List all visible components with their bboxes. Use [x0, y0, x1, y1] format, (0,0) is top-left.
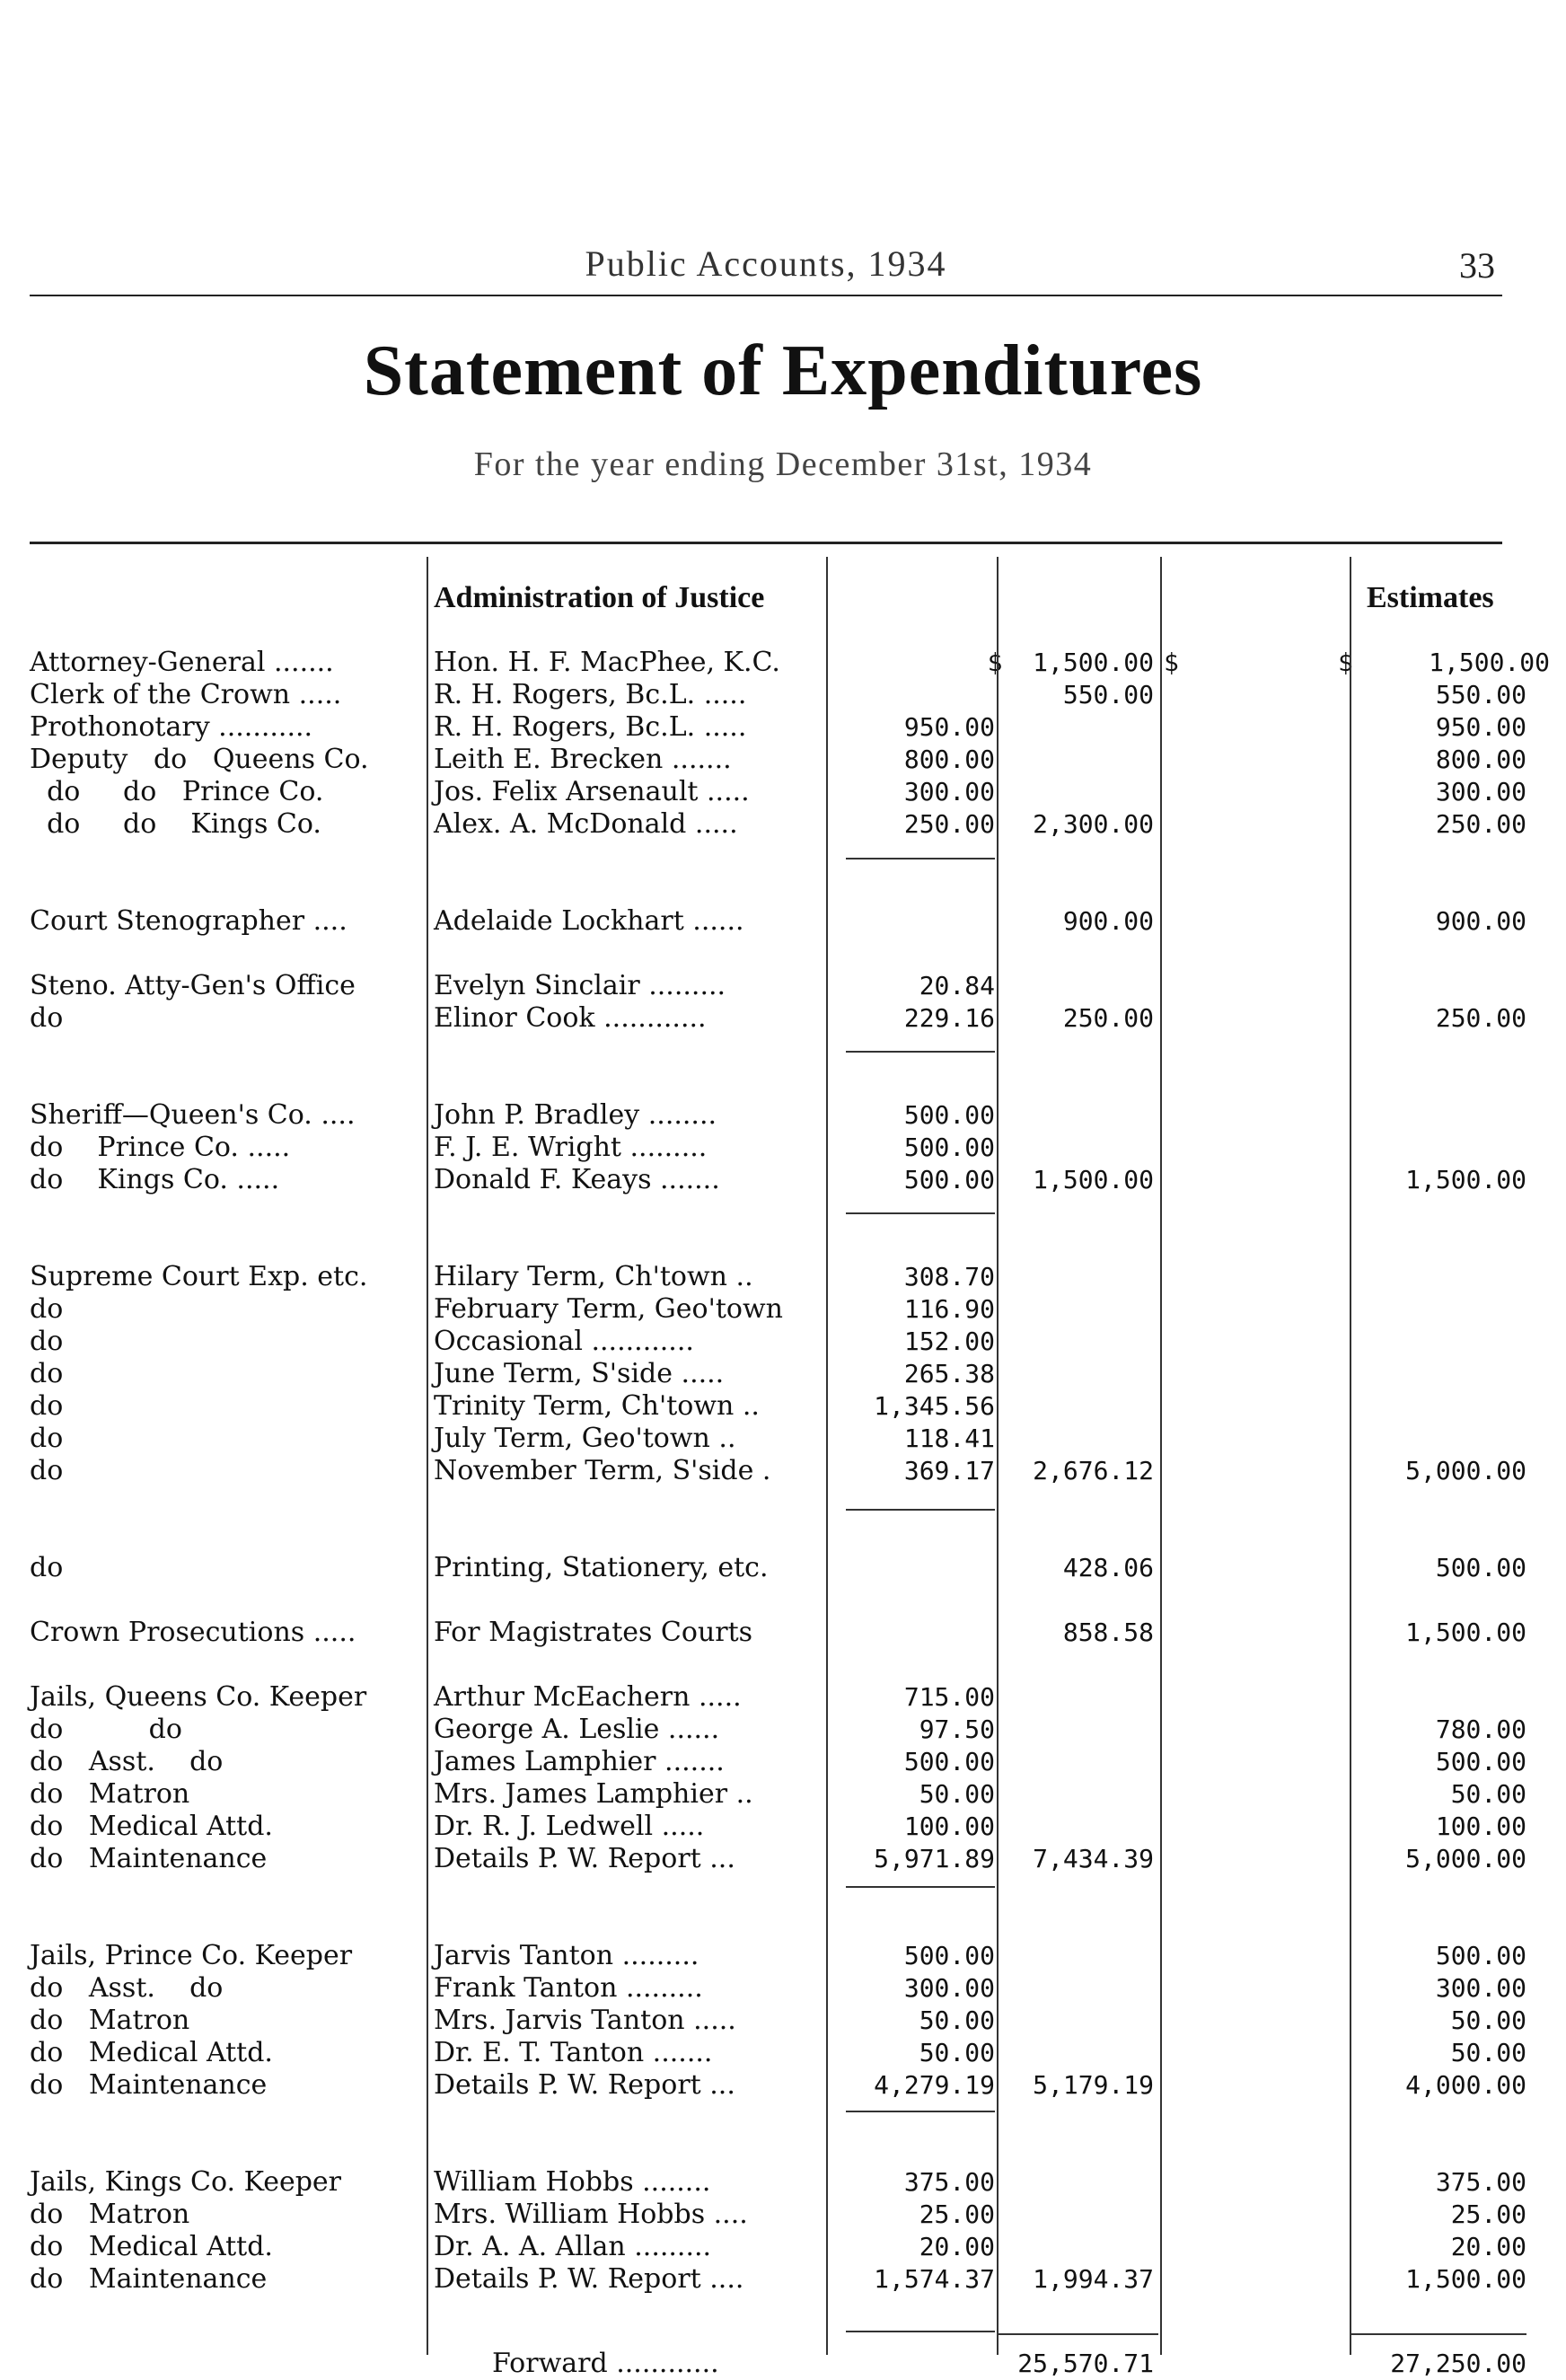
row-label: do Matron — [30, 2005, 190, 2036]
row-label: do — [30, 1293, 64, 1325]
top-rule — [30, 542, 1502, 544]
row-payee: Adelaide Lockhart ...... — [434, 905, 744, 937]
row-payee: William Hobbs ........ — [434, 2166, 711, 2198]
page-number: 33 — [1459, 245, 1495, 286]
row-subtotal: 550.00 — [1062, 680, 1154, 710]
row-label: do Maintenance — [30, 1843, 268, 1874]
row-subtotal: 250.00 — [1062, 1003, 1154, 1033]
row-amount: 800.00 — [903, 745, 995, 774]
row-payee: Details P. W. Report ... — [434, 1843, 735, 1874]
row-label: do Medical Attd. — [30, 2231, 273, 2262]
row-label: Supreme Court Exp. etc. — [30, 1261, 368, 1292]
row-label: do do Prince Co. — [30, 776, 324, 807]
row-payee: November Term, S'side . — [434, 1455, 771, 1486]
row-payee: Hilary Term, Ch'town .. — [434, 1261, 753, 1292]
row-amount: 50.00 — [919, 2005, 995, 2035]
row-label: Deputy do Queens Co. — [30, 744, 369, 775]
subtotal-rule — [846, 1886, 995, 1888]
column-rule — [826, 557, 828, 2355]
row-payee: June Term, S'side ..... — [434, 1358, 725, 1389]
row-amount: 4,279.19 — [874, 2070, 995, 2100]
row-estimate: $ 1,500.00 — [1338, 648, 1551, 677]
row-subtotal: 1,500.00 — [1033, 1165, 1154, 1194]
row-estimate: 300.00 — [1435, 777, 1526, 807]
row-estimate: 1,500.00 — [1405, 1165, 1526, 1194]
row-estimate: 500.00 — [1435, 1941, 1526, 1970]
row-label: Prothonotary ........... — [30, 711, 313, 743]
row-payee: Donald F. Keays ....... — [434, 1164, 720, 1195]
row-estimate: 375.00 — [1435, 2167, 1526, 2197]
row-estimate: 800.00 — [1435, 745, 1526, 774]
total-rule — [1351, 2333, 1526, 2335]
row-payee: Dr. R. J. Ledwell ..... — [434, 1811, 705, 1842]
running-title: Public Accounts, 1934 — [585, 243, 947, 284]
row-subtotal: 1,994.37 — [1033, 2264, 1154, 2294]
row-subtotal: 2,300.00 — [1033, 809, 1154, 839]
row-label: do — [30, 1552, 64, 1583]
row-label: do Asst. do — [30, 1746, 224, 1777]
row-amount: 500.00 — [903, 1941, 995, 1970]
row-label: do Matron — [30, 2199, 190, 2230]
row-estimate: 5,000.00 — [1405, 1844, 1526, 1873]
subtotal-rule — [846, 858, 995, 859]
page-subtitle: For the year ending December 31st, 1934 — [473, 445, 1093, 483]
total-rule — [999, 2333, 1158, 2335]
row-estimate: 500.00 — [1435, 1747, 1526, 1776]
row-label: do do Kings Co. — [30, 808, 321, 840]
row-payee: Elinor Cook ............ — [434, 1002, 707, 1034]
row-label: do Kings Co. ..... — [30, 1164, 280, 1195]
subtotal-rule — [846, 1509, 995, 1511]
row-estimate: 250.00 — [1435, 809, 1526, 839]
row-subtotal: 900.00 — [1062, 906, 1154, 936]
row-payee: Jos. Felix Arsenault ..... — [434, 776, 750, 807]
row-estimate: 950.00 — [1435, 712, 1526, 742]
row-amount: 369.17 — [903, 1456, 995, 1485]
row-payee: Trinity Term, Ch'town .. — [434, 1390, 760, 1422]
row-subtotal: 7,434.39 — [1033, 1844, 1154, 1873]
row-amount: 950.00 — [903, 712, 995, 742]
column-heading-administration: Administration of Justice — [434, 581, 765, 614]
row-amount: 250.00 — [903, 809, 995, 839]
forward-label: Forward ............ — [492, 2348, 719, 2379]
row-label: Jails, Kings Co. Keeper — [30, 2166, 342, 2198]
column-rule — [997, 557, 999, 2355]
row-estimate: 4,000.00 — [1405, 2070, 1526, 2100]
row-payee: Hon. H. F. MacPhee, K.C. — [434, 647, 780, 678]
row-label: do Medical Attd. — [30, 2037, 273, 2068]
row-amount: 100.00 — [903, 1811, 995, 1841]
row-amount: 500.00 — [903, 1165, 995, 1194]
row-estimate: 20.00 — [1450, 2232, 1526, 2261]
row-subtotal: 858.58 — [1062, 1618, 1154, 1647]
row-payee: Mrs. Jarvis Tanton ..... — [434, 2005, 736, 2036]
forward-subtotal: 25,570.71 — [1017, 2349, 1154, 2378]
row-estimate: 50.00 — [1450, 2005, 1526, 2035]
row-estimate: 300.00 — [1435, 1973, 1526, 2003]
row-label: do Maintenance — [30, 2069, 268, 2101]
row-estimate: 1,500.00 — [1405, 2264, 1526, 2294]
row-estimate: 780.00 — [1435, 1714, 1526, 1744]
column-rule — [1350, 557, 1351, 2355]
row-estimate: 100.00 — [1435, 1811, 1526, 1841]
row-subtotal: $ 1,500.00 — [987, 648, 1154, 677]
row-amount: 500.00 — [903, 1747, 995, 1776]
row-payee: July Term, Geo'town .. — [434, 1423, 736, 1454]
row-amount: 97.50 — [919, 1714, 995, 1744]
row-label: do Maintenance — [30, 2263, 268, 2295]
row-label: do Matron — [30, 1778, 190, 1810]
row-label: do — [30, 1423, 64, 1454]
row-amount: 229.16 — [903, 1003, 995, 1033]
row-label: Sheriff—Queen's Co. .... — [30, 1099, 356, 1131]
row-amount: 118.41 — [903, 1424, 995, 1453]
subtotal-rule — [846, 1212, 995, 1214]
row-payee: James Lamphier ....... — [434, 1746, 725, 1777]
row-amount: 715.00 — [903, 1682, 995, 1712]
row-payee: Evelyn Sinclair ......... — [434, 970, 726, 1001]
row-dollar-sign: $ — [1164, 648, 1179, 677]
row-label: do Prince Co. ..... — [30, 1132, 291, 1163]
row-payee: Occasional ............ — [434, 1326, 694, 1357]
column-rule — [427, 557, 428, 2355]
column-heading-estimates: Estimates — [1367, 581, 1494, 614]
row-subtotal: 2,676.12 — [1033, 1456, 1154, 1485]
row-amount: 1,574.37 — [874, 2264, 995, 2294]
page-header — [30, 242, 1502, 296]
row-amount: 500.00 — [903, 1100, 995, 1130]
row-payee: Alex. A. McDonald ..... — [434, 808, 738, 840]
row-amount: 1,345.56 — [874, 1391, 995, 1421]
row-amount: 50.00 — [919, 1779, 995, 1809]
row-amount: 5,971.89 — [874, 1844, 995, 1873]
row-subtotal: 428.06 — [1062, 1553, 1154, 1582]
row-payee: February Term, Geo'town — [434, 1293, 783, 1325]
subtotal-rule — [846, 2111, 995, 2112]
row-amount: 300.00 — [903, 1973, 995, 2003]
row-label: Steno. Atty-Gen's Office — [30, 970, 356, 1001]
row-payee: Details P. W. Report .... — [434, 2263, 744, 2295]
row-amount: 116.90 — [903, 1294, 995, 1324]
row-label: Jails, Queens Co. Keeper — [30, 1681, 367, 1713]
row-payee: Arthur McEachern ..... — [434, 1681, 742, 1713]
row-payee: Dr. E. T. Tanton ....... — [434, 2037, 713, 2068]
row-payee: Mrs. James Lamphier .. — [434, 1778, 753, 1810]
row-payee: Leith E. Brecken ....... — [434, 744, 732, 775]
row-amount: 20.84 — [919, 971, 995, 1000]
row-amount: 20.00 — [919, 2232, 995, 2261]
subtotal-rule — [846, 2331, 995, 2332]
row-amount: 300.00 — [903, 777, 995, 807]
row-payee: Frank Tanton ......... — [434, 1972, 703, 2004]
row-payee: F. J. E. Wright ......... — [434, 1132, 708, 1163]
column-rule — [1160, 557, 1162, 2355]
row-label: do do — [30, 1714, 182, 1745]
row-estimate: 900.00 — [1435, 906, 1526, 936]
row-label: do — [30, 1358, 64, 1389]
row-amount: 500.00 — [903, 1133, 995, 1162]
row-amount: 50.00 — [919, 2038, 995, 2067]
row-label: Attorney-General ....... — [30, 647, 334, 678]
row-label: do — [30, 1455, 64, 1486]
row-payee: R. H. Rogers, Bc.L. ..... — [434, 711, 747, 743]
row-amount: 152.00 — [903, 1327, 995, 1356]
row-label: do — [30, 1326, 64, 1357]
row-label: do — [30, 1390, 64, 1422]
row-payee: For Magistrates Courts — [434, 1617, 753, 1648]
row-payee: Details P. W. Report ... — [434, 2069, 735, 2101]
row-estimate: 5,000.00 — [1405, 1456, 1526, 1485]
row-label: Crown Prosecutions ..... — [30, 1617, 356, 1648]
row-label: do Asst. do — [30, 1972, 224, 2004]
row-label: Court Stenographer .... — [30, 905, 348, 937]
forward-estimate: 27,250.00 — [1390, 2349, 1526, 2378]
row-estimate: 25.00 — [1450, 2199, 1526, 2229]
row-payee: Printing, Stationery, etc. — [434, 1552, 769, 1583]
row-estimate: 250.00 — [1435, 1003, 1526, 1033]
row-amount: 308.70 — [903, 1262, 995, 1291]
row-payee: Jarvis Tanton ......... — [434, 1940, 699, 1971]
row-label: do — [30, 1002, 64, 1034]
row-label: Clerk of the Crown ..... — [30, 679, 342, 710]
row-amount: 25.00 — [919, 2199, 995, 2229]
row-estimate: 550.00 — [1435, 680, 1526, 710]
row-estimate: 50.00 — [1450, 2038, 1526, 2067]
row-payee: Dr. A. A. Allan ......... — [434, 2231, 712, 2262]
row-amount: 375.00 — [903, 2167, 995, 2197]
row-label: do Medical Attd. — [30, 1811, 273, 1842]
row-payee: Mrs. William Hobbs .... — [434, 2199, 748, 2230]
row-estimate: 50.00 — [1450, 1779, 1526, 1809]
row-label: Jails, Prince Co. Keeper — [30, 1940, 353, 1971]
page-title: Statement of Expenditures — [363, 331, 1203, 410]
row-payee: John P. Bradley ........ — [434, 1099, 717, 1131]
row-payee: George A. Leslie ...... — [434, 1714, 720, 1745]
row-amount: 265.38 — [903, 1359, 995, 1388]
subtotal-rule — [846, 1051, 995, 1053]
row-payee: R. H. Rogers, Bc.L. ..... — [434, 679, 747, 710]
row-estimate: 1,500.00 — [1405, 1618, 1526, 1647]
row-subtotal: 5,179.19 — [1033, 2070, 1154, 2100]
row-estimate: 500.00 — [1435, 1553, 1526, 1582]
